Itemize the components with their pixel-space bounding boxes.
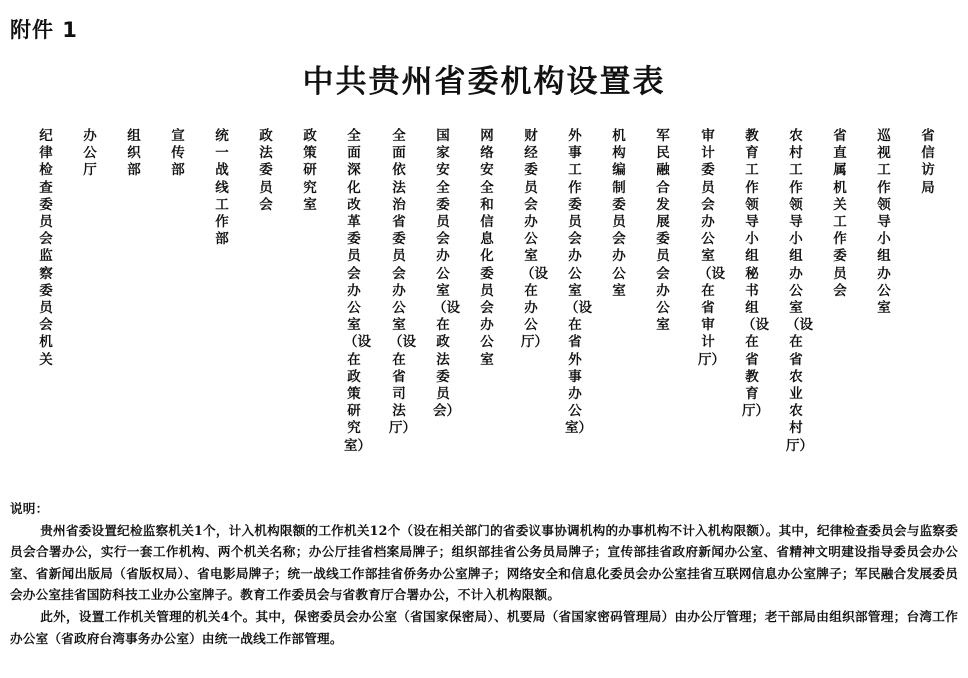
org-column-finance-economy: 财经委员会办公室（设在办公厅） — [521, 128, 548, 351]
org-column-foreign-affairs: 外事工作委员会办公室（设在省外事办公室） — [565, 128, 592, 437]
organization-columns — [0, 128, 968, 488]
org-column-deepening-reform: 全面深化改革委员会办公室（设在政策研究室） — [344, 128, 371, 454]
org-column-establishment: 机构编制委员会办公室 — [612, 128, 626, 299]
org-column-general-office: 办公厅 — [83, 128, 97, 179]
annex-label: 附件 1 — [10, 18, 78, 42]
notes-paragraph-1: 贵州省委设置纪检监察机关1个，计入机构限额的工作机关12个（设在相关部门的省委议事协调机构的办事机构不计入机构限额）。其中，纪律检查委员会与监察委员会合署办公，实行一套工作机构、两个机关名称；办公厅挂省档案局牌子；组织部挂省公务员局牌子；宣传部挂省政府新闻办公室、省精神文明建设指导委员会办公室、省新闻出版局（省版权局）、省电影局牌子；统一战线工作部挂省侨务办公室牌子；网络安全和信息化委员会办公室挂省互联网信息办公室牌子；军民融合发展委员会办公室挂省国防科技工业办公室牌子。教育工作委员会与省教育厅合署办公，不计入机构限额。 — [10, 522, 958, 603]
org-column-organization-dept: 组织部 — [127, 128, 141, 179]
org-column-policy-research: 政策研究室 — [303, 128, 317, 213]
org-column-national-security: 国家安全委员会办公室（设在政法委员会） — [433, 128, 460, 420]
org-column-education: 教育工作领导小组秘书组（设在省教育厅） — [742, 128, 769, 420]
notes-paragraph-2: 此外，设置工作机关管理的机关4个。其中，保密委员会办公室（省国家保密局）、机要局（省国家密码管理局）由办公厅管理；老干部局由组织部管理；台湾工作办公室（省政府台湾事务办公室）由统一战线工作部管理。 — [10, 608, 958, 646]
org-column-civil-military: 军民融合发展委员会办公室 — [656, 128, 670, 334]
page-title: 中共贵州省委机构设置表 — [302, 64, 666, 100]
org-column-political-legal: 政法委员会 — [259, 128, 273, 213]
org-column-cyberspace: 网络安全和信息化委员会办公室 — [480, 128, 494, 368]
org-column-united-front: 统一战线工作部 — [215, 128, 229, 248]
org-column-rural-work: 农村工作领导小组办公室（设在省农业农村厅） — [786, 128, 813, 454]
notes-section — [10, 498, 958, 649]
notes-label: 说明： — [10, 501, 49, 516]
org-column-rule-of-law: 全面依法治省委员会办公室（设在省司法厅） — [389, 128, 416, 437]
org-column-petition-bureau: 省信访局 — [921, 128, 935, 196]
org-column-discipline-inspection: 纪律检查委员会监察委员会机关 — [39, 128, 53, 368]
org-column-direct-organs: 省直属机关工作委员会 — [833, 128, 847, 299]
org-column-publicity-dept: 宣传部 — [171, 128, 185, 179]
org-column-audit: 审计委员会办公室（设在省审计厅） — [698, 128, 725, 368]
org-column-inspection-tour: 巡视工作领导小组办公室 — [877, 128, 891, 317]
